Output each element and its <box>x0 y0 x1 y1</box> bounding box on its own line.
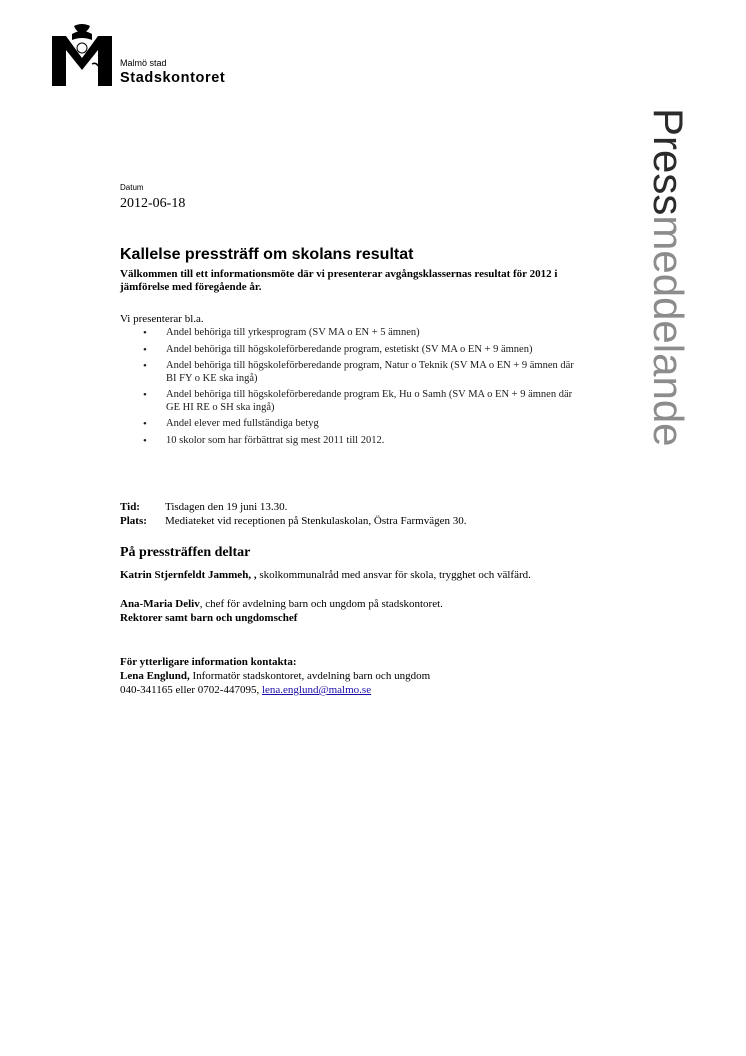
vertical-title-light: meddelande <box>645 215 692 447</box>
participant-1 <box>120 569 580 582</box>
contact-role: Informatör stadskontoret, avdelning barn och ungdom <box>189 670 431 682</box>
participant-1-name: Katrin Stjernfeldt Jammeh <box>120 569 249 581</box>
contact-phones-row <box>120 684 580 697</box>
time-value: Tisdagen den 19 juni 13.30. <box>165 501 288 513</box>
participant-1-sep: , , <box>248 569 257 581</box>
time-row <box>120 501 287 514</box>
date-value: 2012-06-18 <box>120 196 186 211</box>
participant-2-role: , chef för avdelning barn och ungdom på stadskontoret. <box>199 598 443 610</box>
intro-text: Välkommen till ett informationsmöte där vi presenterar avgångsklassernas resultat för 2012 i jämförelse med föregående år. <box>120 268 558 293</box>
list-item: • 10 skolor som har förbättrat sig mest 2011 till 2012. <box>143 435 583 448</box>
present-intro: Vi presenterar bl.a. <box>120 313 204 325</box>
participant-3: Rektorer samt barn och ungdomschef <box>120 612 298 624</box>
participant-2 <box>120 598 580 611</box>
list-item: • Andel behöriga till högskoleförberedande program, Natur o Teknik (SV MA o EN + 9 ämnen där BI FY o KE ska ingå) <box>143 360 583 385</box>
list-item: • Andel behöriga till yrkesprogram (SV MA o EN + 5 ämnen) <box>143 327 583 340</box>
org-city: Malmö stad <box>120 58 167 68</box>
contact-heading: För ytterligare information kontakta: <box>120 656 297 668</box>
vertical-title-dark: Press <box>645 108 692 216</box>
list-item: • Andel elever med fullständiga betyg <box>143 418 583 431</box>
place-value: Mediateket vid receptionen på Stenkulaskolan, Östra Farmvägen 30. <box>165 515 467 527</box>
list-item: • Andel behöriga till högskoleförberedande program Ek, Hu o Samh (SV MA o EN + 9 ämnen där GE HI RE o SH ska ingå) <box>143 389 583 414</box>
participant-2-name: Ana-Maria Deliv <box>120 598 200 610</box>
participants-heading: På pressträffen deltar <box>120 545 251 560</box>
malmo-logo <box>52 24 112 86</box>
time-label: Tid: <box>120 501 140 513</box>
page-title: Kallelse pressträff om skolans resultat <box>120 246 414 263</box>
list-item: • Andel behöriga till högskoleförberedande program, estetiskt (SV MA o EN + 9 ämnen) <box>143 344 583 357</box>
place-label: Plats: <box>120 515 147 527</box>
vertical-title <box>646 108 690 447</box>
participant-1-role: skolkommunalråd med ansvar för skola, trygghet och välfärd. <box>256 569 531 581</box>
contact-person <box>120 670 580 683</box>
org-department: Stadskontoret <box>120 70 226 86</box>
place-row <box>120 515 467 528</box>
contact-phones: 040-341165 eller 0702-447095, <box>120 684 262 696</box>
date-label: Datum <box>120 183 144 192</box>
bullet-list <box>143 327 583 451</box>
contact-name: Lena Englund, <box>120 670 190 682</box>
contact-email-link[interactable]: lena.englund@malmo.se <box>261 684 372 696</box>
